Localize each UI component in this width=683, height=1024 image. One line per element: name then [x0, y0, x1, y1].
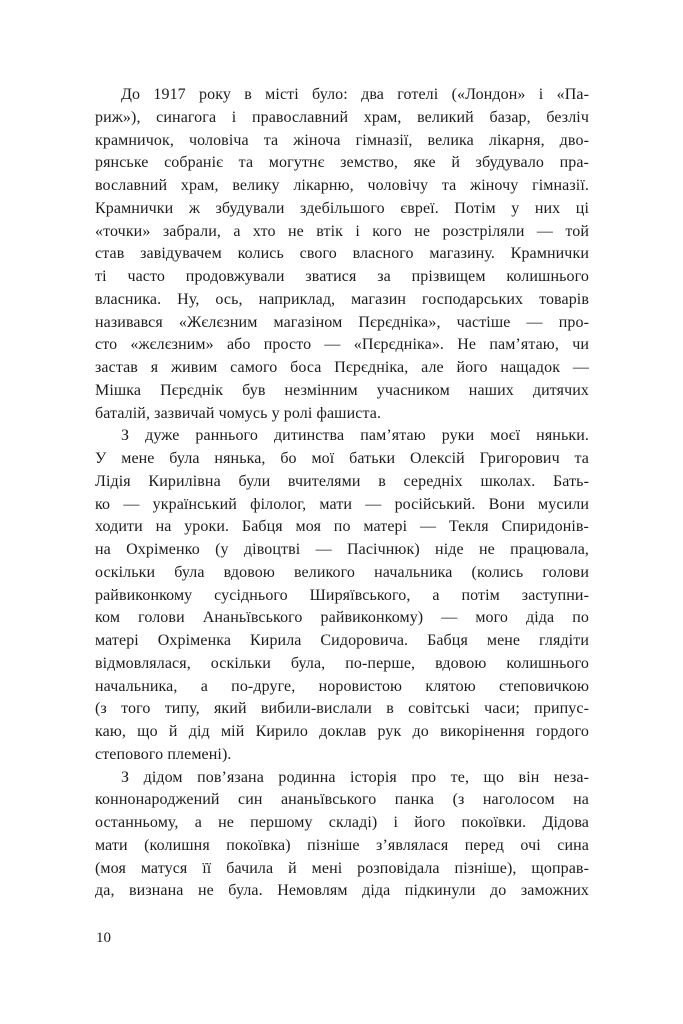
text-line: оскільки була вдовою великого начальника (колись голови	[95, 563, 589, 581]
text-line: каю, що й дід мій Кирило доклав рук до викорінення гордого	[95, 723, 589, 740]
text-line: застав я живим самого боса Пєрєдніка, але його нащадок —	[95, 359, 589, 376]
text-line: на Охріменко (у дівоцтві — Пасічнюк) ніде не працювала,	[95, 541, 589, 558]
text-line: Крамнички ж збудували здебільшого євреї. Потім у них ці	[95, 199, 589, 217]
text-line: Лідія Кирилівна були вчителями в середніх школах. Бать-	[95, 472, 589, 490]
text-line: вославний храм, велику лікарню, чоловічу та жіночу гімназії.	[95, 177, 589, 194]
text-line: У мене була нянька, бо мої батьки Олексій Григорович та	[95, 450, 589, 467]
text-line: (з того типу, який вибили-вислали в совітські часи; припус-	[95, 700, 589, 718]
text-line: начальника, а по-друге, норовистою клятою степовичкою	[95, 677, 589, 695]
text-line: З дідом пов’язана родинна історія про те, що він неза-	[121, 768, 589, 786]
text-line: коннонароджений син ананьївського панка (з наголосом на	[95, 791, 589, 809]
text-line: останньому, а не першому складі) і його покоївки. Дідова	[95, 814, 589, 831]
text-line: ко — український філолог, мати — російський. Вони мусили	[95, 495, 589, 513]
text-line: став завідувачем колись свого власного магазину. Крамнички	[95, 245, 589, 263]
text-line: крамничок, чоловіча та жіноча гімназії, велика лікарня, дво-	[95, 131, 589, 149]
text-line: До 1917 року в місті було: два готелі («Лондон» і «Па-	[121, 86, 589, 103]
text-line: ходити на уроки. Бабця моя по матері — Текля Спиридонів-	[95, 518, 589, 536]
text-line: матері Охріменка Кирила Сидоровича. Бабця мене глядіти	[95, 632, 589, 649]
paragraph	[95, 425, 589, 766]
text-line: «точки» забрали, а хто не втік і кого не розстріляли — той	[95, 222, 589, 240]
text-line: власника. Ну, ось, наприклад, магазин господарських товарів	[95, 290, 589, 308]
text-line: ком голови Ананьївського райвиконкому) — мого діда по	[95, 609, 589, 627]
text-line: З дуже раннього дитинства пам’ятаю руки моєї няньки.	[121, 427, 589, 445]
text-line: Мішка Пєрєднік був незмінним учасником наших дитячих	[95, 381, 589, 399]
text-line: да, визнана не була. Немовлям діда підкинули до заможних	[95, 882, 589, 900]
paragraph	[95, 84, 589, 425]
text-line: риж»), синагога і православний храм, великий базар, безліч	[95, 108, 589, 126]
text-line: баталій, зазвичай чомусь у ролі фашиста.	[95, 404, 382, 422]
text-line: відмовлялася, оскільки була, по-перше, вдовою колишнього	[95, 654, 589, 672]
text-line: ті часто продовжували зватися за прізвищем колишнього	[95, 268, 589, 285]
text-line: степового племені).	[95, 745, 232, 763]
paragraph	[95, 767, 589, 904]
text-line: (моя матуся її бачила й мені розповідала пізніше), щоправ-	[95, 859, 589, 877]
text-line: називався «Жєлєзним магазіном Пєрєдніка», частіше — про-	[95, 313, 589, 331]
text-line: рянське собраніє та могутнє земство, яке й збудувало пра-	[95, 154, 589, 172]
text-line: сто «жєлєзним» або просто — «Пєрєдніка». Не пам’ятаю, чи	[95, 336, 589, 354]
text-line: мати (колишня покоївка) пізніше з’являлася перед очі сина	[95, 836, 589, 854]
page-number: 10	[96, 930, 111, 946]
text-line: райвиконкому сусіднього Ширяївського, а потім заступни-	[95, 586, 589, 604]
text-block	[95, 84, 589, 903]
